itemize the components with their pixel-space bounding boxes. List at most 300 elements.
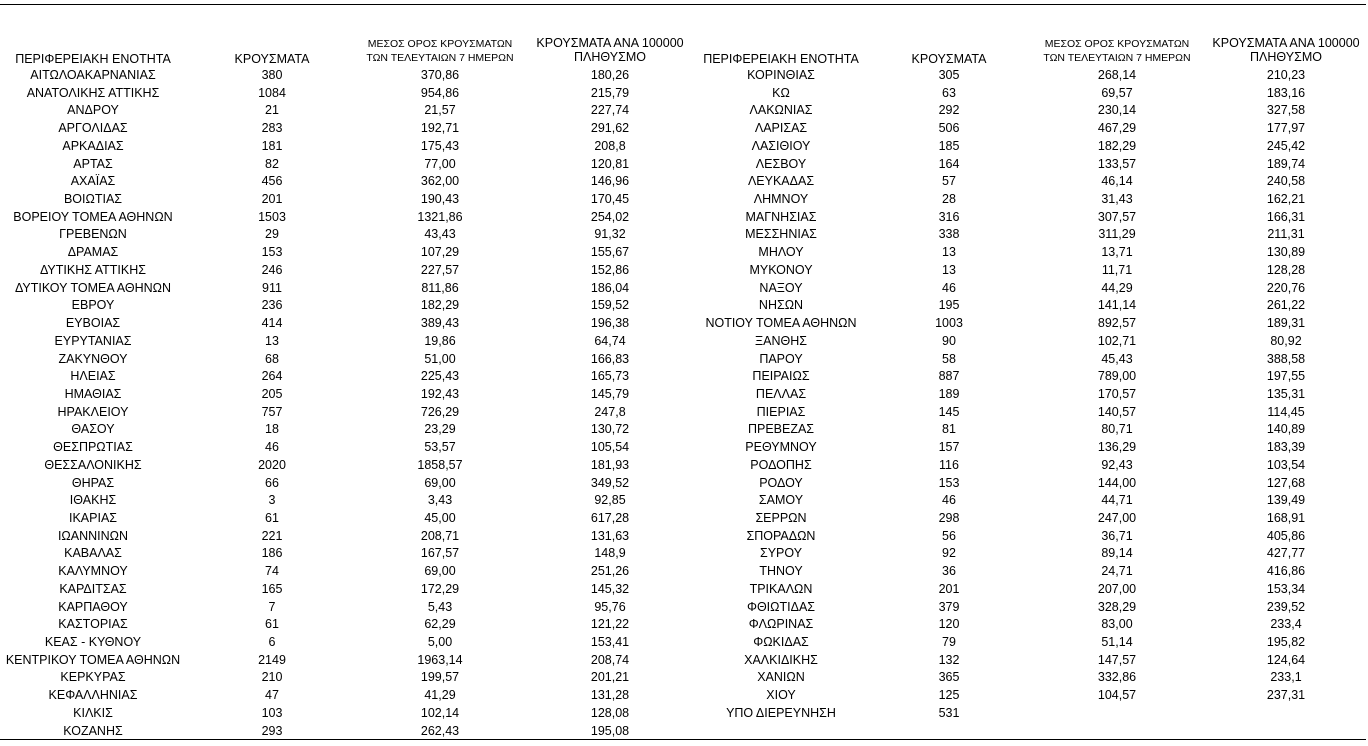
cell-region: ΘΕΣΠΡΩΤΙΑΣ	[53, 440, 133, 455]
cell-cases: 195	[938, 298, 960, 313]
cell-avg7: 45,00	[424, 510, 456, 525]
cell-avg7: 147,57	[1097, 652, 1137, 667]
cell-avg7: 892,57	[1097, 316, 1137, 331]
table-row	[0, 244, 1368, 262]
cell-per100k: 127,68	[1266, 475, 1306, 490]
cell-per100k: 211,31	[1267, 227, 1305, 242]
cell-avg7: 24,71	[1101, 564, 1133, 579]
cell-per100k: 247,8	[594, 404, 626, 419]
cell-cases: 79	[942, 635, 956, 649]
cell-avg7: 144,00	[1097, 475, 1137, 490]
cell-cases: 56	[942, 528, 956, 543]
cell-region: ΔΡΑΜΑΣ	[67, 245, 119, 260]
table-row	[0, 280, 1368, 298]
header-per100k-line1: ΚΡΟΥΣΜΑΤΑ ΑΝΑ 100000	[1212, 36, 1360, 50]
cell-region: ΣΕΡΡΩΝ	[755, 510, 807, 525]
table-row	[0, 333, 1368, 351]
cell-region: ΛΕΣΒΟΥ	[755, 156, 807, 171]
cell-per100k: 130,89	[1266, 245, 1306, 260]
cell-cases: 293	[261, 723, 283, 738]
cell-region: ΠΕΙΡΑΙΩΣ	[752, 369, 810, 384]
cell-per100k: 92,85	[594, 493, 626, 508]
cell-per100k: 416,86	[1266, 564, 1306, 579]
cell-region: ΝΟΤΙΟΥ ΤΟΜΕΑ ΑΘΗΝΩΝ	[705, 316, 857, 331]
table-row	[0, 262, 1368, 280]
cell-per100k: 183,39	[1266, 440, 1306, 455]
cell-cases: 6	[268, 635, 276, 649]
cell-region: ΞΑΝΘΗΣ	[755, 333, 807, 348]
cell-cases: 221	[261, 528, 283, 543]
cell-region: ΡΕΘΥΜΝΟΥ	[745, 440, 817, 455]
cell-avg7: 19,86	[424, 333, 456, 348]
cell-avg7: 190,43	[420, 192, 460, 207]
cell-per100k: 210,23	[1266, 68, 1306, 82]
cell-region: ΛΕΥΚΑΔΑΣ	[747, 174, 815, 189]
cell-region: ΑΝΔΡΟΥ	[67, 103, 119, 118]
cell-avg7: 192,71	[420, 121, 460, 136]
cell-region: ΑΧΑΪΑΣ	[70, 174, 116, 189]
cell-avg7: 41,29	[424, 688, 456, 703]
cell-cases: 246	[261, 262, 283, 277]
cell-region: ΚΟΡΙΝΘΙΑΣ	[747, 68, 815, 82]
cell-per100k: 166,83	[590, 351, 630, 366]
cell-region: ΤΡΙΚΑΛΩΝ	[749, 581, 813, 596]
cell-cases: 29	[265, 227, 279, 242]
cell-avg7: 133,57	[1097, 156, 1137, 171]
cell-cases: 283	[261, 121, 283, 136]
cell-cases: 1003	[935, 316, 963, 331]
cell-region: ΜΗΛΟΥ	[758, 245, 804, 260]
cell-region: ΣΥΡΟΥ	[759, 546, 803, 561]
cell-region: ΚΑΡΔΙΤΣΑΣ	[59, 581, 127, 596]
header-avg7-left	[340, 37, 540, 65]
cell-cases: 506	[938, 121, 960, 136]
cell-avg7: 89,14	[1101, 546, 1133, 561]
cell-per100k: 195,82	[1266, 635, 1306, 649]
cell-cases: 46	[942, 280, 956, 295]
cell-per100k: 195,08	[590, 723, 630, 738]
header-per100k-line1: ΚΡΟΥΣΜΑΤΑ ΑΝΑ 100000	[536, 36, 684, 50]
cell-avg7: 92,43	[1101, 457, 1133, 472]
cell-region: ΧΑΛΚΙΔΙΚΗΣ	[744, 652, 818, 667]
cell-per100k: 197,55	[1266, 369, 1306, 384]
cell-per100k: 186,04	[590, 280, 630, 295]
cell-avg7: 104,57	[1097, 688, 1137, 703]
cell-region: ΚΩ	[772, 85, 790, 100]
top-border-line	[0, 4, 1366, 5]
cell-cases: 2020	[258, 457, 286, 472]
cell-cases: 365	[938, 670, 960, 685]
cell-per100k: 208,8	[594, 138, 626, 153]
cell-per100k: 121,22	[590, 617, 630, 632]
cell-region: ΝΑΞΟΥ	[759, 280, 803, 295]
cell-region: ΕΥΒΟΙΑΣ	[65, 316, 121, 331]
table-row	[0, 315, 1368, 333]
cell-cases: 186	[261, 546, 283, 561]
cell-cases: 185	[938, 138, 960, 153]
cell-cases: 57	[942, 174, 956, 189]
cell-cases: 21	[265, 103, 279, 118]
cell-per100k: 135,31	[1266, 386, 1306, 401]
cell-region: ΒΟΡΕΙΟΥ ΤΟΜΕΑ ΑΘΗΝΩΝ	[13, 209, 173, 224]
cell-avg7: 389,43	[420, 316, 460, 331]
cell-avg7: 182,29	[420, 298, 460, 313]
table-row	[0, 492, 1368, 510]
cell-per100k: 128,08	[590, 705, 630, 720]
cell-avg7: 170,57	[1097, 386, 1137, 401]
cell-avg7: 726,29	[420, 404, 460, 419]
cell-region: ΗΛΕΙΑΣ	[70, 369, 116, 384]
cell-per100k: 189,74	[1266, 156, 1306, 171]
cell-cases: 379	[938, 599, 960, 614]
cell-avg7: 328,29	[1097, 599, 1137, 614]
cell-cases: 74	[265, 564, 279, 579]
cell-region: ΕΒΡΟΥ	[71, 298, 115, 313]
header-cases-left: ΚΡΟΥΣΜΑΤΑ	[234, 52, 310, 66]
cell-avg7: 13,71	[1101, 245, 1133, 260]
table-row	[0, 67, 1368, 85]
cell-region: ΙΚΑΡΙΑΣ	[68, 510, 118, 525]
header-region-left: ΠΕΡΙΦΕΡΕΙΑΚΗ ΕΝΟΤΗΤΑ	[15, 52, 171, 66]
table-row	[0, 102, 1368, 120]
cell-per100k: 349,52	[590, 475, 630, 490]
cell-avg7: 5,00	[427, 635, 453, 649]
cell-cases: 92	[942, 546, 956, 561]
table-row	[0, 563, 1368, 581]
cell-region: ΦΩΚΙΔΑΣ	[753, 635, 809, 649]
cell-per100k: 261,22	[1266, 298, 1306, 313]
cell-cases: 153	[938, 475, 960, 490]
cell-avg7: 69,00	[424, 564, 456, 579]
cell-avg7: 1963,14	[417, 652, 463, 667]
cell-avg7: 44,29	[1101, 280, 1133, 295]
header-avg7-line2: ΤΩΝ ΤΕΛΕΥΤΑΙΩΝ 7 ΗΜΕΡΩΝ	[366, 52, 514, 64]
cell-avg7: 268,14	[1097, 68, 1137, 82]
cell-region: ΛΑΚΩΝΙΑΣ	[749, 103, 813, 118]
cell-avg7: 192,43	[420, 386, 460, 401]
table-row	[0, 616, 1368, 634]
table-row	[0, 120, 1368, 138]
cell-cases: 3	[268, 493, 276, 508]
table-row	[0, 687, 1368, 705]
table-row	[0, 599, 1368, 617]
cell-avg7: 5,43	[427, 599, 453, 614]
cell-cases: 153	[261, 245, 283, 260]
header-cases-right: ΚΡΟΥΣΜΑΤΑ	[911, 52, 987, 66]
cell-avg7: 51,14	[1101, 635, 1133, 649]
table-row	[0, 368, 1368, 386]
cell-per100k: 208,74	[590, 652, 630, 667]
cell-region: ΙΘΑΚΗΣ	[69, 493, 117, 508]
cell-per100k: 405,86	[1266, 528, 1306, 543]
cell-avg7: 102,14	[420, 705, 460, 720]
cell-region: ΔΥΤΙΚΟΥ ΤΟΜΕΑ ΑΘΗΝΩΝ	[14, 280, 172, 295]
cell-region: ΘΗΡΑΣ	[71, 475, 115, 490]
cell-region: ΛΑΡΙΣΑΣ	[754, 121, 808, 136]
cell-cases: 911	[262, 280, 282, 295]
cell-region: ΠΡΕΒΕΖΑΣ	[747, 422, 815, 437]
cell-region: ΑΡΤΑΣ	[73, 156, 113, 171]
cell-per100k: 227,74	[590, 103, 630, 118]
cell-region: ΚΑΣΤΟΡΙΑΣ	[58, 617, 128, 632]
cell-region: ΠΙΕΡΙΑΣ	[756, 404, 806, 419]
cell-per100k: 388,58	[1266, 351, 1306, 366]
cell-region: ΒΟΙΩΤΙΑΣ	[63, 192, 123, 207]
cell-avg7: 167,57	[420, 546, 460, 561]
cell-cases: 298	[938, 510, 960, 525]
cell-per100k: 168,91	[1266, 510, 1306, 525]
table-row	[0, 545, 1368, 563]
cell-region: ΑΙΤΩΛΟΑΚΑΡΝΑΝΙΑΣ	[30, 68, 156, 82]
header-avg7-right	[1017, 37, 1217, 65]
cell-avg7: 362,00	[420, 174, 460, 189]
cell-region: ΣΑΜΟΥ	[758, 493, 804, 508]
cell-avg7: 247,00	[1097, 510, 1137, 525]
cell-region: ΥΠΟ ΔΙΕΡΕΥΝΗΣΗ	[726, 705, 836, 720]
cell-cases: 338	[938, 227, 960, 242]
cell-avg7: 1858,57	[417, 457, 463, 472]
cell-per100k: 91,32	[594, 227, 626, 242]
cell-region: ΜΕΣΣΗΝΙΑΣ	[745, 227, 817, 242]
cell-cases: 103	[261, 705, 283, 720]
cell-cases: 164	[938, 156, 960, 171]
cell-per100k: 103,54	[1266, 457, 1306, 472]
table-row	[0, 723, 1368, 741]
cell-avg7: 44,71	[1101, 493, 1133, 508]
table-row	[0, 669, 1368, 687]
cell-cases: 380	[261, 68, 283, 82]
cell-region: ΖΑΚΥΝΘΟΥ	[58, 351, 128, 366]
cell-region: ΚΑΒΑΛΑΣ	[64, 546, 122, 561]
table-row	[0, 209, 1368, 227]
cell-region: ΛΗΜΝΟΥ	[753, 192, 809, 207]
cell-cases: 316	[938, 209, 960, 224]
cell-per100k: 183,16	[1266, 85, 1306, 100]
cell-cases: 181	[261, 138, 283, 153]
cell-avg7: 789,00	[1097, 369, 1137, 384]
cell-region: ΓΡΕΒΕΝΩΝ	[59, 227, 127, 242]
cell-cases: 68	[265, 351, 279, 366]
table-row	[0, 173, 1368, 191]
table-row	[0, 386, 1368, 404]
table-row	[0, 510, 1368, 528]
cell-region: ΤΗΝΟΥ	[759, 564, 803, 579]
cell-region: ΙΩΑΝΝΙΝΩΝ	[57, 528, 129, 543]
cell-cases: 305	[938, 68, 960, 82]
cell-region: ΜΥΚΟΝΟΥ	[749, 262, 813, 277]
cell-per100k: 145,79	[590, 386, 630, 401]
cell-region: ΠΑΡΟΥ	[759, 351, 803, 366]
table-row	[0, 581, 1368, 599]
cell-avg7: 207,00	[1097, 581, 1137, 596]
table-row	[0, 457, 1368, 475]
cell-per100k: 215,79	[590, 85, 630, 100]
cell-avg7: 83,00	[1101, 617, 1133, 632]
cell-avg7: 107,29	[420, 245, 460, 260]
bottom-border-line	[0, 739, 1366, 740]
cell-avg7: 1321,86	[417, 209, 463, 224]
cell-per100k: 181,93	[590, 457, 630, 472]
cell-per100k: 165,73	[590, 369, 630, 384]
cell-avg7: 77,00	[424, 156, 456, 171]
cell-cases: 264	[261, 369, 283, 384]
table-row	[0, 652, 1368, 670]
cell-region: ΔΥΤΙΚΗΣ ΑΤΤΙΚΗΣ	[40, 262, 146, 277]
cell-region: ΑΡΓΟΛΙΔΑΣ	[58, 121, 128, 136]
cell-cases: 13	[265, 333, 279, 348]
cell-per100k: 131,28	[590, 688, 630, 703]
cell-avg7: 141,14	[1097, 298, 1137, 313]
cell-avg7: 23,29	[424, 422, 456, 437]
cell-per100k: 233,4	[1270, 617, 1302, 632]
header-per100k-right	[1196, 36, 1368, 64]
cell-per100k: 162,21	[1266, 192, 1306, 207]
cell-region: ΘΕΣΣΑΛΟΝΙΚΗΣ	[44, 457, 142, 472]
header-avg7-line1: ΜΕΣΟΣ ΟΡΟΣ ΚΡΟΥΣΜΑΤΩΝ	[1044, 38, 1190, 50]
cell-cases: 414	[261, 316, 283, 331]
table-row	[0, 475, 1368, 493]
cell-per100k: 327,58	[1266, 103, 1306, 118]
cell-per100k: 80,92	[1270, 333, 1302, 348]
table-row	[0, 191, 1368, 209]
cell-per100k: 240,58	[1266, 174, 1306, 189]
cell-region: ΚΕΦΑΛΛΗΝΙΑΣ	[48, 688, 138, 703]
cell-avg7: 62,29	[424, 617, 456, 632]
data-table	[0, 67, 1368, 740]
cell-region: ΚΙΛΚΙΣ	[73, 705, 113, 720]
cell-region: ΡΟΔΟΠΗΣ	[750, 457, 812, 472]
cell-per100k: 427,77	[1266, 546, 1306, 561]
cell-avg7: 199,57	[420, 670, 460, 685]
cell-cases: 82	[265, 156, 279, 171]
cell-avg7: 69,00	[424, 475, 456, 490]
cell-per100k: 64,74	[594, 333, 626, 348]
cell-avg7: 467,29	[1097, 121, 1137, 136]
table-row	[0, 404, 1368, 422]
cell-cases: 145	[938, 404, 960, 419]
cell-avg7: 370,86	[420, 68, 460, 82]
cell-region: ΑΝΑΤΟΛΙΚΗΣ ΑΤΤΙΚΗΣ	[26, 85, 160, 100]
cell-cases: 36	[942, 564, 956, 579]
cell-cases: 81	[942, 422, 956, 437]
table-row	[0, 634, 1368, 652]
cell-per100k: 237,31	[1266, 688, 1306, 703]
cell-avg7: 262,43	[420, 723, 460, 738]
cell-cases: 757	[261, 404, 283, 419]
cell-cases: 58	[942, 351, 956, 366]
table-row	[0, 421, 1368, 439]
cell-per100k: 220,76	[1266, 280, 1306, 295]
cell-per100k: 159,52	[590, 298, 630, 313]
cell-per100k: 145,32	[590, 581, 630, 596]
cell-region: ΧΙΟΥ	[766, 688, 796, 703]
cell-avg7: 53,57	[424, 440, 456, 455]
table-row	[0, 85, 1368, 103]
cell-per100k: 233,1	[1270, 670, 1302, 685]
cell-per100k: 166,31	[1266, 209, 1306, 224]
cell-cases: 7	[268, 599, 276, 614]
cell-avg7: 182,29	[1097, 138, 1137, 153]
cell-per100k: 139,49	[1266, 493, 1306, 508]
cell-avg7: 80,71	[1101, 422, 1133, 437]
cell-avg7: 31,43	[1101, 192, 1133, 207]
cell-per100k: 146,96	[590, 174, 630, 189]
cell-cases: 47	[265, 688, 279, 703]
cell-per100k: 196,38	[590, 316, 630, 331]
cell-cases: 165	[261, 581, 283, 596]
cell-region: ΦΛΩΡΙΝΑΣ	[748, 617, 814, 632]
cell-avg7: 43,43	[424, 227, 456, 242]
cell-cases: 292	[938, 103, 960, 118]
cell-per100k: 177,97	[1266, 121, 1306, 136]
cell-per100k: 120,81	[590, 156, 630, 171]
cell-cases: 1084	[258, 85, 286, 100]
cell-avg7: 3,43	[427, 493, 453, 508]
cell-region: ΧΑΝΙΩΝ	[757, 670, 805, 685]
cell-avg7: 36,71	[1101, 528, 1133, 543]
cell-per100k: 114,45	[1267, 404, 1305, 419]
cell-cases: 157	[938, 440, 960, 455]
cell-cases: 46	[942, 493, 956, 508]
header-avg7-line1: ΜΕΣΟΣ ΟΡΟΣ ΚΡΟΥΣΜΑΤΩΝ	[367, 38, 513, 50]
cell-cases: 132	[938, 652, 960, 667]
table-row	[0, 705, 1368, 723]
cell-cases: 116	[939, 457, 959, 472]
table-row	[0, 156, 1368, 174]
cell-per100k: 140,89	[1266, 422, 1306, 437]
cell-region: ΛΑΣΙΘΙΟΥ	[751, 138, 811, 153]
cell-cases: 18	[265, 422, 279, 437]
cell-avg7: 307,57	[1097, 209, 1137, 224]
cell-cases: 28	[942, 192, 956, 207]
cell-avg7: 332,86	[1097, 670, 1137, 685]
cell-cases: 456	[261, 174, 283, 189]
cell-avg7: 51,00	[424, 351, 456, 366]
cell-cases: 205	[261, 386, 283, 401]
cell-cases: 46	[265, 440, 279, 455]
header-region-right: ΠΕΡΙΦΕΡΕΙΑΚΗ ΕΝΟΤΗΤΑ	[703, 52, 859, 66]
cell-avg7: 811,86	[421, 280, 459, 295]
cell-avg7: 208,71	[420, 528, 460, 543]
cell-region: ΘΑΣΟΥ	[71, 422, 115, 437]
cell-region: ΣΠΟΡΑΔΩΝ	[746, 528, 816, 543]
header-per100k-line2: ΠΛΗΘΥΣΜΟ	[574, 50, 646, 64]
table-row	[0, 439, 1368, 457]
cell-region: ΚΟΖΑΝΗΣ	[63, 723, 123, 738]
cell-cases: 1503	[258, 209, 286, 224]
cell-per100k: 148,9	[594, 546, 626, 561]
cell-avg7: 230,14	[1097, 103, 1137, 118]
cell-cases: 201	[261, 192, 283, 207]
cell-cases: 61	[265, 510, 279, 525]
cell-region: ΜΑΓΝΗΣΙΑΣ	[745, 209, 817, 224]
cell-per100k: 95,76	[594, 599, 626, 614]
cell-region: ΠΕΛΛΑΣ	[755, 386, 807, 401]
cell-avg7: 45,43	[1101, 351, 1133, 366]
cell-per100k: 239,52	[1266, 599, 1306, 614]
cell-per100k: 153,41	[590, 635, 630, 649]
cell-avg7: 954,86	[420, 85, 460, 100]
cell-region: ΚΕΑΣ - ΚΥΘΝΟΥ	[44, 635, 142, 649]
cell-avg7: 225,43	[420, 369, 460, 384]
header-per100k-line2: ΠΛΗΘΥΣΜΟ	[1250, 50, 1322, 64]
cell-region: ΗΜΑΘΙΑΣ	[64, 386, 122, 401]
cell-region: ΗΡΑΚΛΕΙΟΥ	[57, 404, 129, 419]
cell-cases: 531	[938, 705, 960, 720]
cell-avg7: 69,57	[1101, 85, 1133, 100]
cell-cases: 61	[265, 617, 279, 632]
cell-per100k: 170,45	[590, 192, 630, 207]
